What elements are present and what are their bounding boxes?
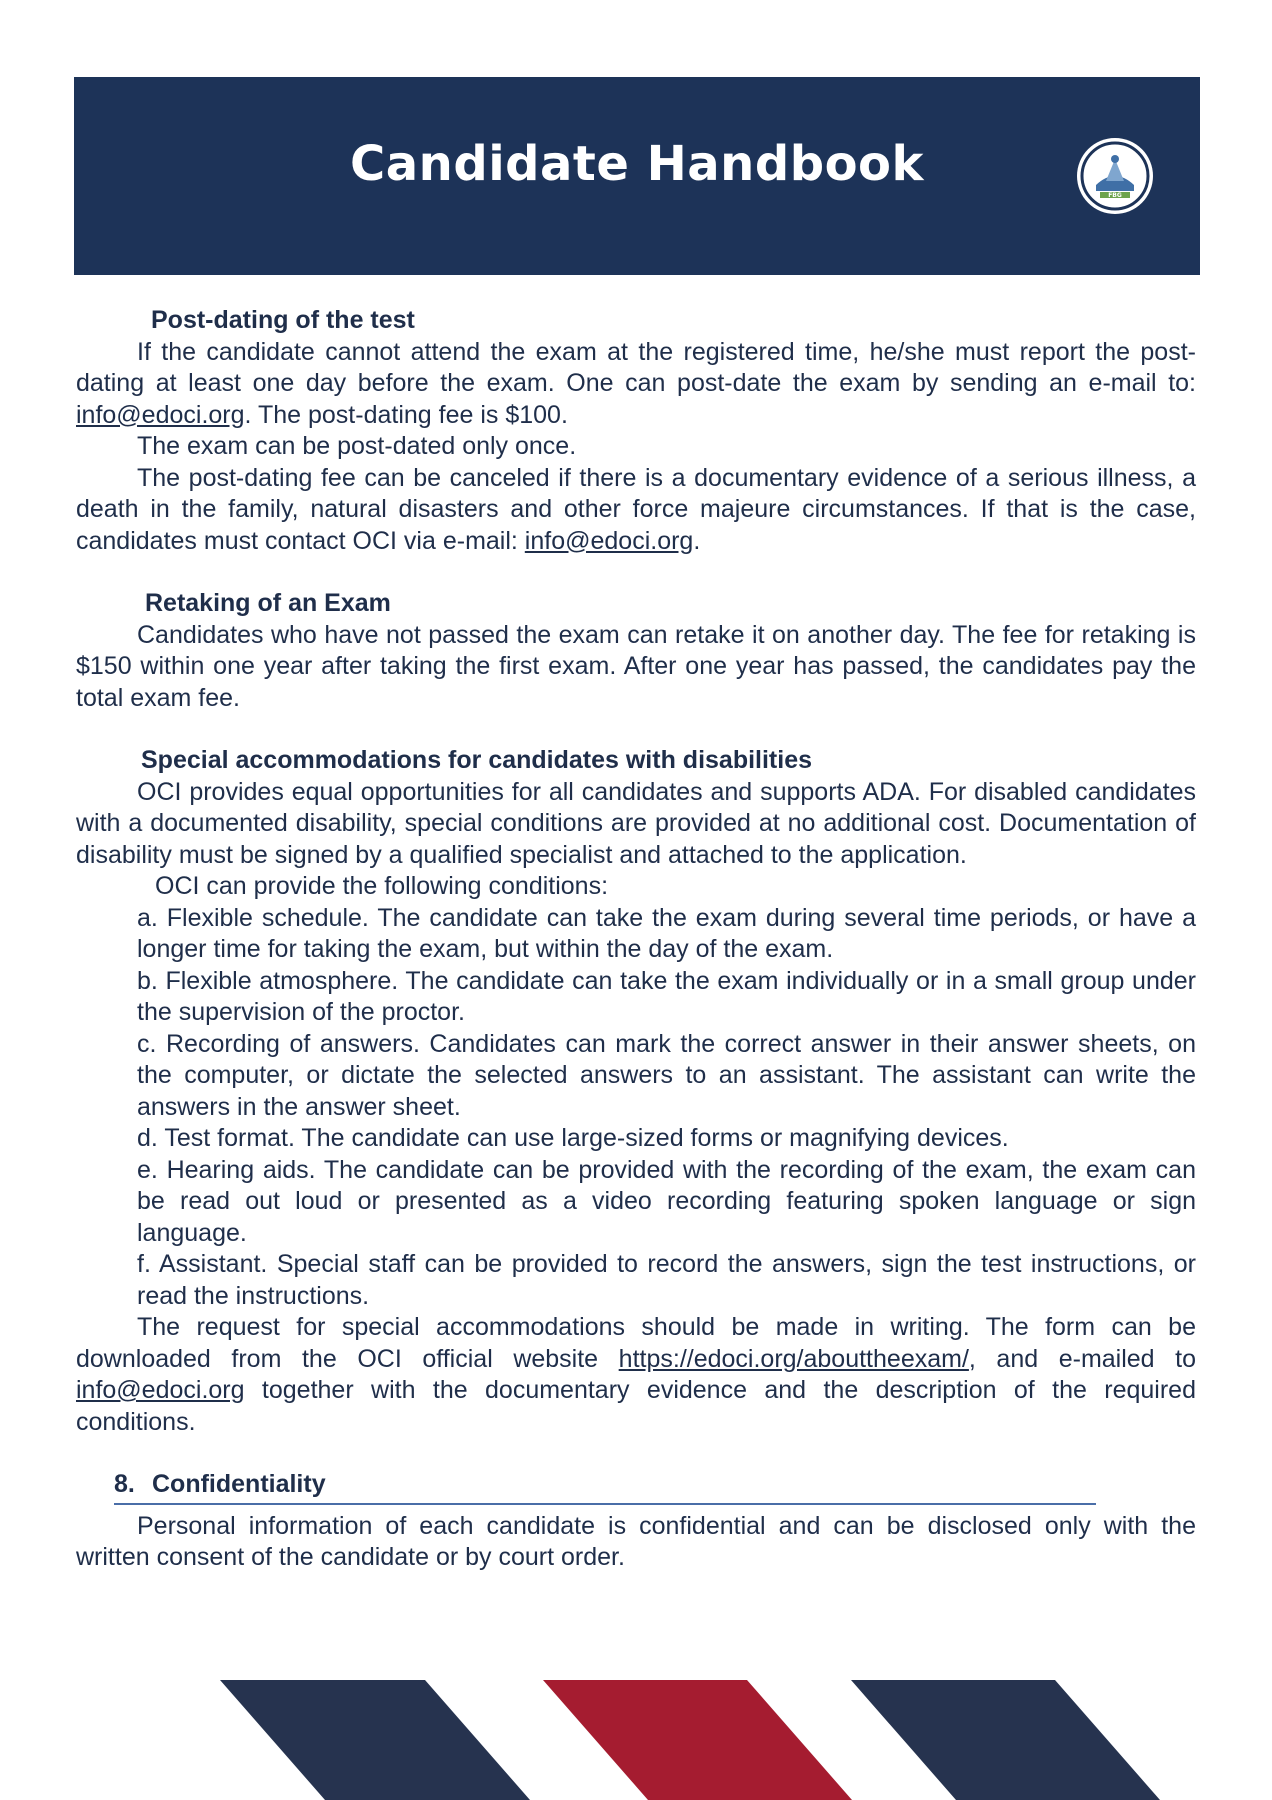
list-item: f. Assistant. Special staff can be provided to record the answers, sign the test instructions, or read the instructions. bbox=[137, 1250, 1196, 1310]
document-body bbox=[76, 305, 1196, 1574]
email-link[interactable]: info@edoci.org bbox=[524, 526, 694, 555]
email-link[interactable]: info@edoci.org bbox=[76, 400, 245, 429]
text: . bbox=[693, 526, 701, 555]
section-heading-postdating: Post-dating of the test bbox=[151, 306, 415, 334]
footer-stripe bbox=[851, 1680, 1160, 1800]
text: . The post-dating fee is $100. bbox=[244, 400, 568, 429]
paragraph bbox=[76, 463, 1196, 558]
paragraph bbox=[76, 1312, 1196, 1438]
svg-text:FBG: FBG bbox=[1108, 192, 1122, 199]
paragraph bbox=[76, 337, 1196, 432]
section-title: Confidentiality bbox=[152, 1470, 326, 1498]
section-heading-retaking: Retaking of an Exam bbox=[145, 589, 391, 617]
section-number: 8. bbox=[114, 1470, 135, 1498]
list-item: e. Hearing aids. The candidate can be provided with the recording of the exam, the exam can be read out loud or presented as a video recording featuring spoken language or sign language. bbox=[137, 1155, 1196, 1247]
list-item: d. Test format. The candidate can use large-sized forms or magnifying devices. bbox=[137, 1124, 1009, 1152]
website-link[interactable]: https://edoci.org/abouttheexam/ bbox=[618, 1344, 969, 1373]
list-intro: OCI can provide the following conditions: bbox=[155, 872, 609, 900]
organization-logo bbox=[1076, 137, 1154, 215]
page-title: Candidate Handbook bbox=[350, 136, 924, 192]
text: The request for special accommodations should be made in writing. The form can be downloaded from the OCI official website bbox=[76, 1313, 1196, 1373]
list-item: a. Flexible schedule. The candidate can take the exam during several time periods, or have a longer time for taking the exam, but within the day of the exam. bbox=[137, 903, 1196, 963]
text: together with the documentary evidence and the description of the required conditions. bbox=[76, 1376, 1196, 1436]
email-link[interactable]: info@edoci.org bbox=[76, 1376, 245, 1404]
paragraph: Personal information of each candidate is confidential and can be disclosed only with the written consent of the candidate or by court order. bbox=[76, 1511, 1196, 1571]
text: The post-dating fee can be canceled if there is a documentary evidence of a serious illness, a death in the family, natural disasters and other force majeure circumstances. If that is the case, candidates must contact OCI via e-mail: bbox=[76, 463, 1196, 555]
text: If the candidate cannot attend the exam at the registered time, he/she must report the post-dating at least one day before the exam. One can post-date the exam by sending an e-mail to: bbox=[76, 337, 1196, 397]
footer-stripe bbox=[543, 1680, 852, 1800]
list-item: b. Flexible atmosphere. The candidate can take the exam individually or in a small group under the supervision of the proctor. bbox=[137, 966, 1196, 1026]
section-heading-special-accommodations: Special accommodations for candidates with disabilities bbox=[141, 746, 813, 774]
list-item: c. Recording of answers. Candidates can mark the correct answer in their answer sheets, on the computer, or dictate the selected answers to an assistant. The assistant can write the answers in the answer sheet. bbox=[137, 1029, 1196, 1121]
paragraph: OCI provides equal opportunities for all candidates and supports ADA. For disabled candidates with a documented disability, special conditions are provided at no additional cost. Documentation of disability must be signed by a qualified specialist and attached to the application. bbox=[76, 777, 1196, 869]
footer-stripe bbox=[220, 1680, 530, 1800]
paragraph: Candidates who have not passed the exam can retake it on another day. The fee for retaking is $150 within one year after taking the first exam. After one year has passed, the candidates pay the total exam fee. bbox=[76, 620, 1196, 712]
text: , and e-mailed to bbox=[968, 1344, 1197, 1373]
section-divider bbox=[114, 1503, 1096, 1505]
section-heading-confidentiality bbox=[76, 1469, 1196, 1501]
paragraph: The exam can be post-dated only once. bbox=[137, 432, 577, 460]
